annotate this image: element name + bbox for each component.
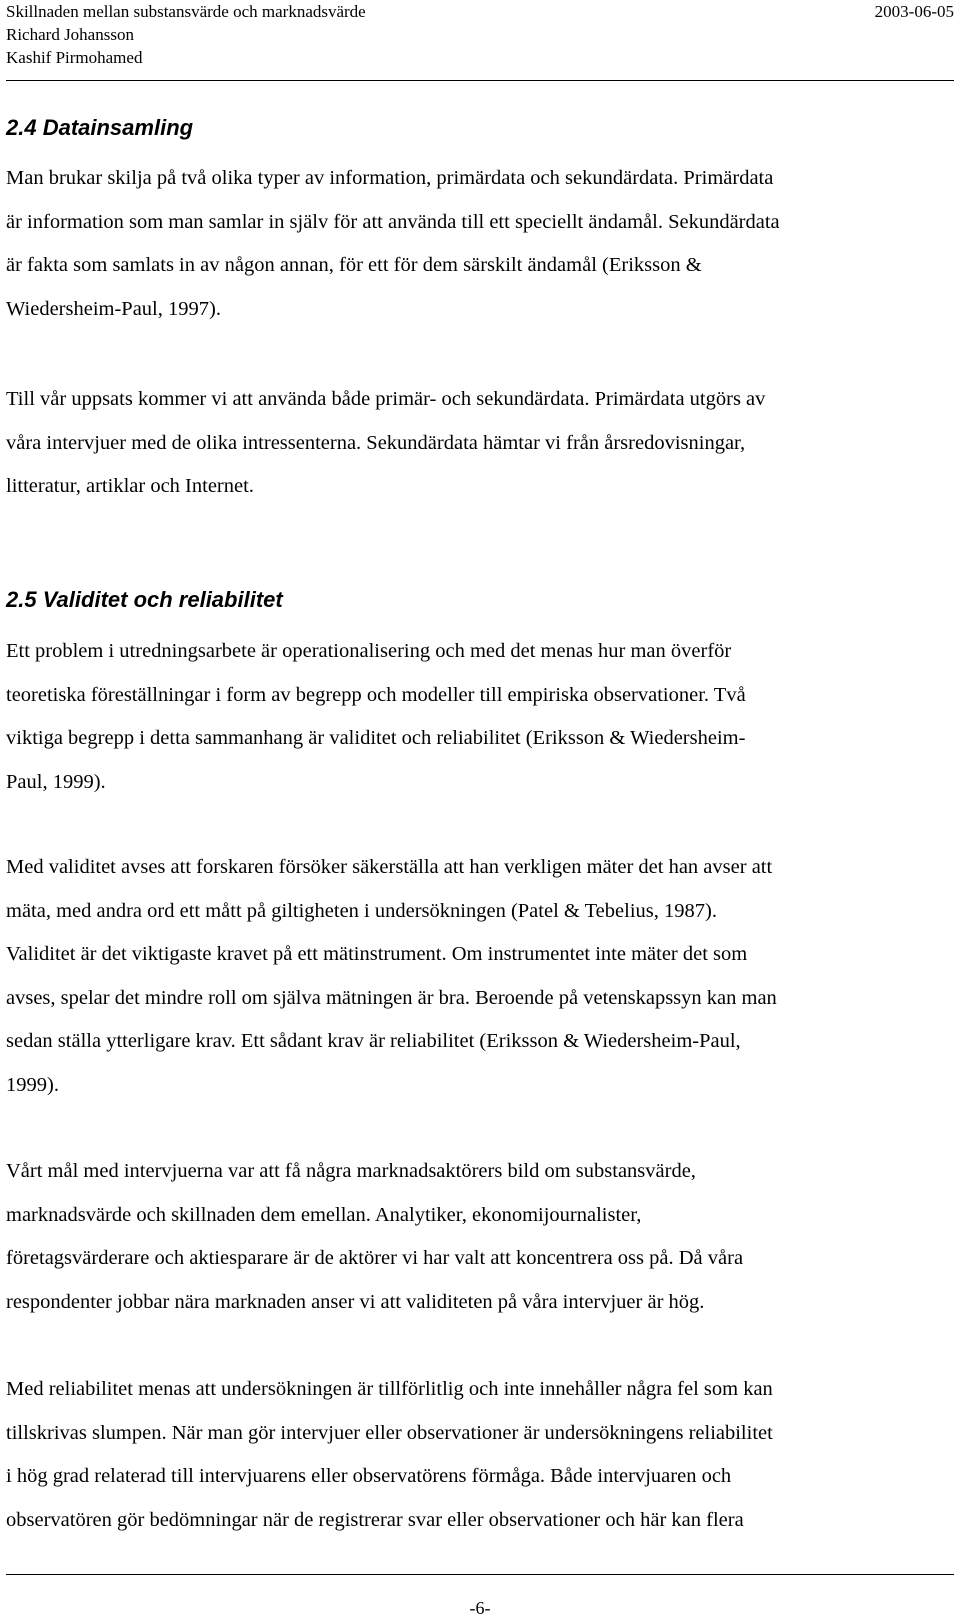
text-line: respondenter jobbar nära marknaden anser vi att validiteten på våra intervjuer är hög. <box>6 1290 705 1313</box>
document-title: Skillnaden mellan substansvärde och marknadsvärde <box>6 2 366 21</box>
author-name: Richard Johansson <box>6 25 134 44</box>
text-line: viktiga begrepp i detta sammanhang är validitet och reliabilitet (Eriksson & Wiedersheim- <box>6 727 746 749</box>
text-line: Paul, 1999). <box>6 770 106 793</box>
text-line: Validitet är det viktigaste kravet på ett mätinstrument. Om instrumentet inte mäter det som <box>6 943 748 965</box>
text-line: teoretiska föreställningar i form av begrepp och modeller till empiriska observationer. Två <box>6 683 746 706</box>
text-line: litteratur, artiklar och Internet. <box>6 475 254 497</box>
text-line: i hög grad relaterad till intervjuarens eller observatörens förmåga. Både intervjuaren och <box>6 1465 732 1487</box>
text-line: Ett problem i utredningsarbete är operationalisering och med det menas hur man överför <box>6 640 732 662</box>
document-date: 2003-06-05 <box>874 2 954 21</box>
text-line: Till vår uppsats kommer vi att använda både primär- och sekundärdata. Primärdata utgörs av <box>6 388 766 410</box>
text-line: 1999). <box>6 1073 59 1096</box>
text-line: Wiedersheim-Paul, 1997). <box>6 297 221 320</box>
paragraph <box>6 630 954 804</box>
text-line: är fakta som samlats in av någon annan, för ett för dem särskilt ändamål (Eriksson & <box>6 254 702 276</box>
page-header <box>6 0 954 69</box>
section-heading: 2.4 Datainsamling <box>6 115 194 140</box>
text-line: observatören gör bedömningar när de registrerar svar eller observationer och här kan flera <box>6 1508 744 1531</box>
text-line: företagsvärderare och aktiesparare är de aktörer vi har valt att koncentrera oss på. Då våra <box>6 1247 744 1269</box>
text-line: Med validitet avses att forskaren försöker säkerställa att han verkligen mäter det han avser att <box>6 856 773 878</box>
paragraph <box>6 846 954 1107</box>
text-line: marknadsvärde och skillnaden dem emellan. Analytiker, ekonomijournalister, <box>6 1203 642 1226</box>
text-line: avses, spelar det mindre roll om själva mätningen är bra. Beroende på vetenskapssyn kan man <box>6 986 777 1009</box>
text-line: sedan ställa ytterligare krav. Ett sådant krav är reliabilitet (Eriksson & Wiedersheim-Paul, <box>6 1030 741 1052</box>
section-heading: 2.5 Validitet och reliabilitet <box>6 587 283 612</box>
footer-rule <box>6 1574 954 1575</box>
text-line: Man brukar skilja på två olika typer av information, primärdata och sekundärdata. Primärdata <box>6 167 774 189</box>
paragraph <box>6 1150 954 1324</box>
author-name: Kashif Pirmohamed <box>6 48 143 67</box>
paragraph <box>6 1368 954 1542</box>
header-rule <box>6 80 954 81</box>
text-line: är information som man samlar in själv för att använda till ett speciellt ändamål. Sekundärdata <box>6 210 780 233</box>
text-line: mäta, med andra ord ett mått på giltigheten i undersökningen (Patel & Tebelius, 1987). <box>6 899 717 922</box>
text-line: Med reliabilitet menas att undersökningen är tillförlitlig och inte innehåller några fel som kan <box>6 1378 773 1400</box>
paragraph <box>6 378 954 509</box>
page-number: -6- <box>469 1598 491 1618</box>
paragraph <box>6 157 954 331</box>
text-line: våra intervjuer med de olika intressenterna. Sekundärdata hämtar vi från årsredovisningar, <box>6 431 746 454</box>
text-line: Vårt mål med intervjuerna var att få några marknadsaktörers bild om substansvärde, <box>6 1160 696 1182</box>
text-line: tillskrivas slumpen. När man gör intervjuer eller observationer är undersökningens reliabilitet <box>6 1421 773 1444</box>
